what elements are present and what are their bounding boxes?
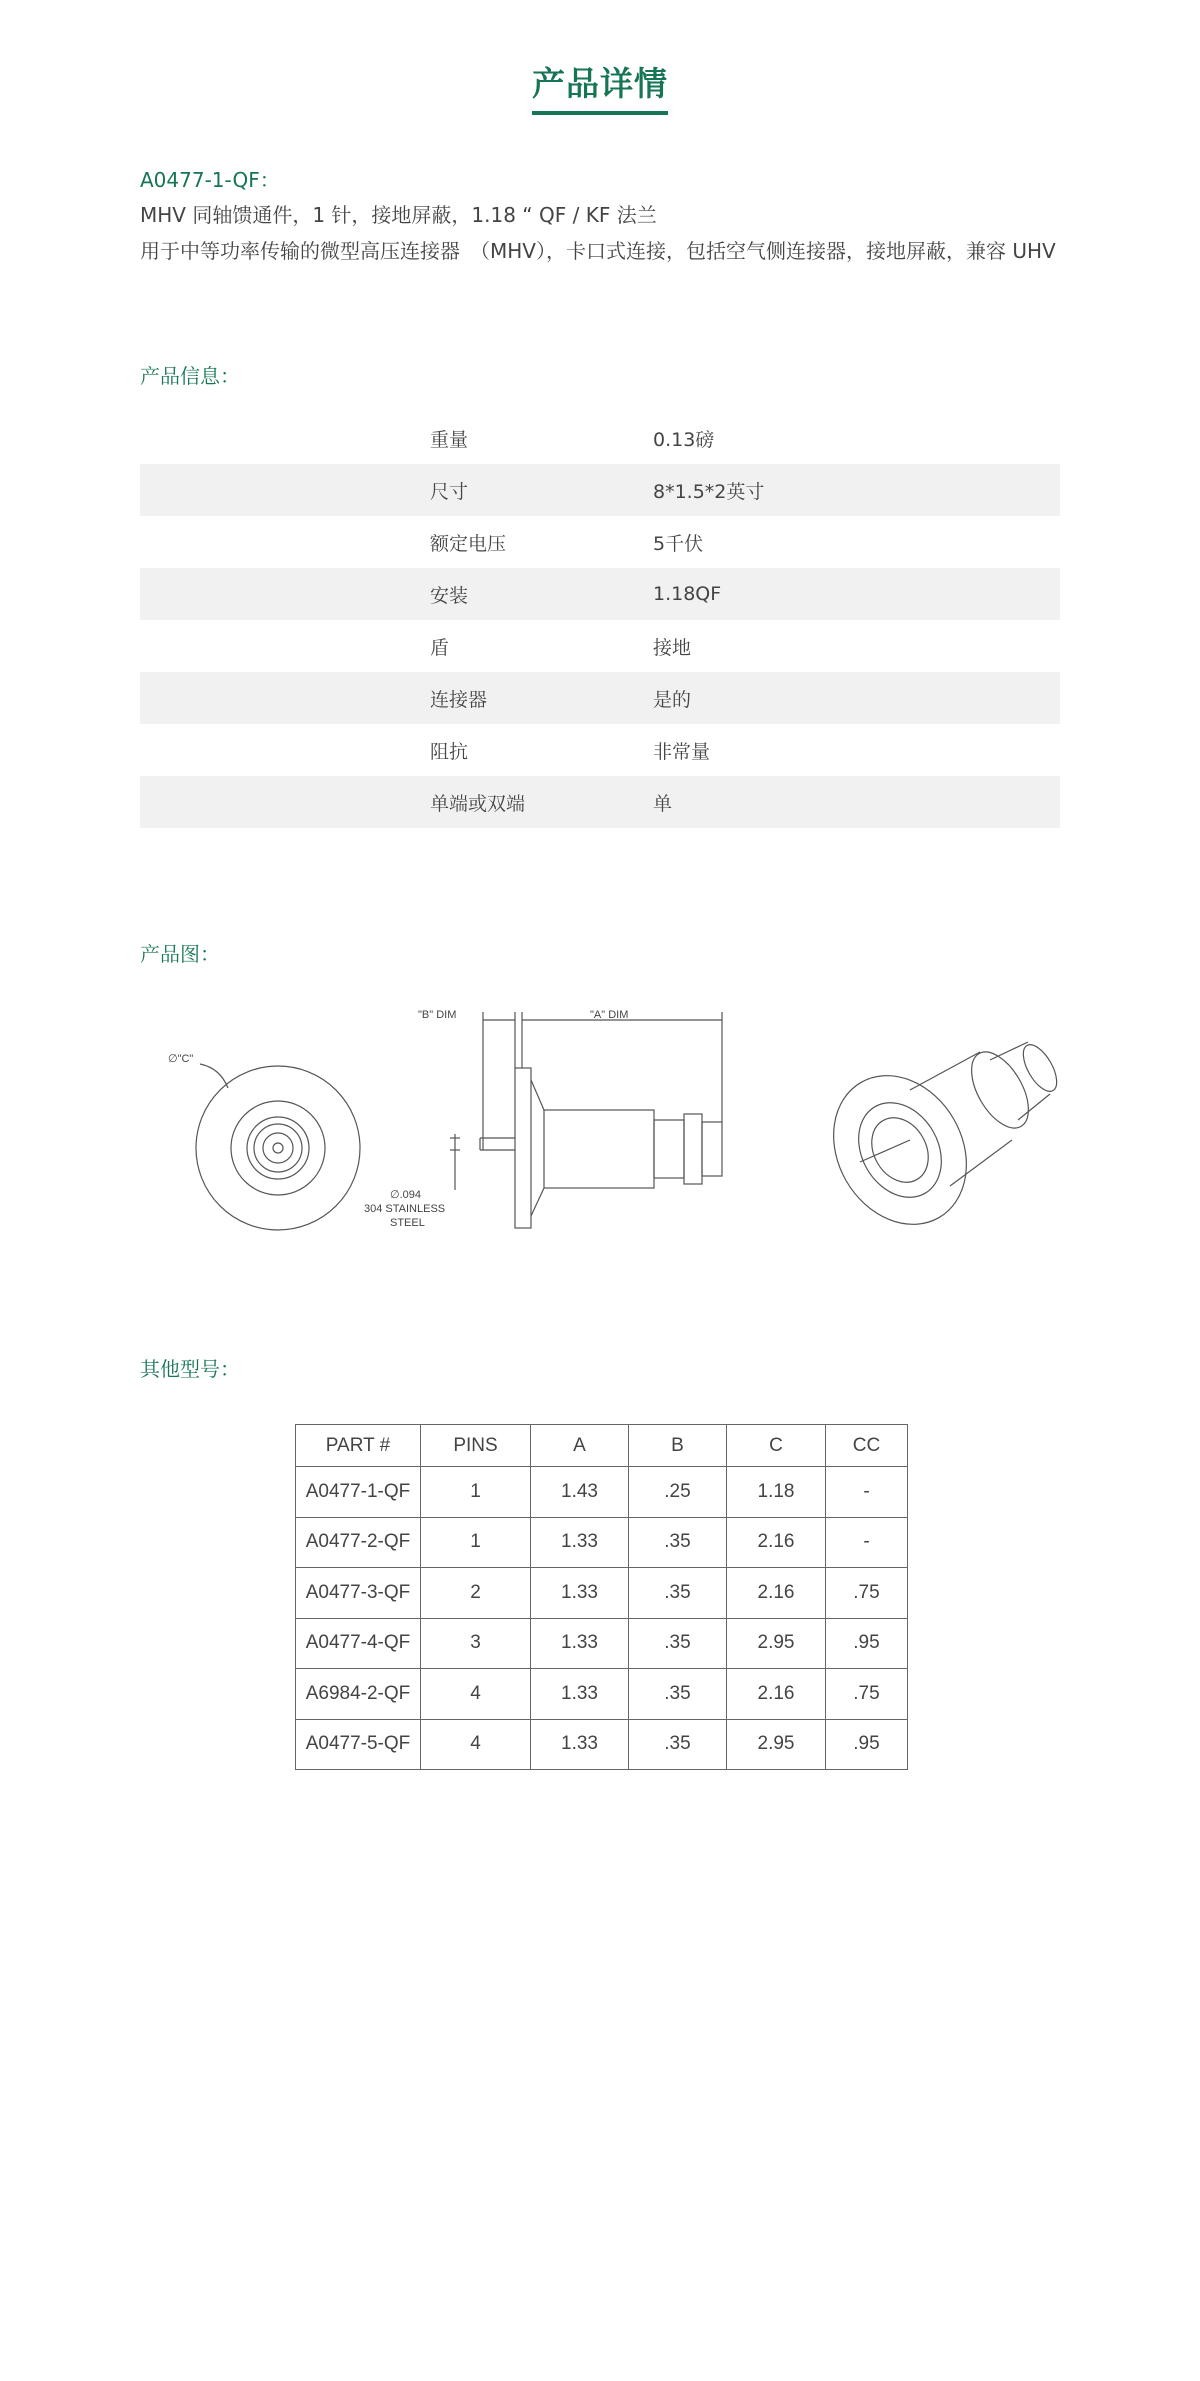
column-header: C — [727, 1425, 826, 1467]
material-label-1: 304 STAINLESS — [364, 1203, 446, 1215]
section-title-drawing: 产品图： — [140, 942, 220, 966]
table-cell: .35 — [629, 1669, 727, 1720]
table-row — [296, 1517, 908, 1568]
info-value: 非常量 — [653, 740, 711, 763]
table-cell: 1.33 — [531, 1517, 629, 1568]
model-label: A0477-1-QF： — [140, 168, 280, 192]
table-row — [296, 1467, 908, 1518]
table-cell: .75 — [826, 1568, 908, 1619]
description-line-1: MHV 同轴馈通件，1 针，接地屏蔽，1.18 “ QF / KF 法兰 — [140, 203, 657, 227]
product-technical-drawing — [140, 990, 1060, 1270]
section-title-other-models: 其他型号： — [140, 1357, 240, 1381]
column-header: PART # — [296, 1425, 421, 1467]
table-cell: 1.33 — [531, 1568, 629, 1619]
isometric-view-drawing — [807, 1039, 1060, 1248]
table-cell: 2.95 — [727, 1719, 826, 1770]
column-header: CC — [826, 1425, 908, 1467]
info-row — [140, 672, 1060, 724]
info-key: 额定电压 — [430, 532, 507, 555]
table-row — [296, 1618, 908, 1669]
info-value: 单 — [653, 792, 673, 815]
info-key: 重量 — [430, 428, 469, 451]
c-diameter-label: ∅"C" — [168, 1053, 194, 1065]
material-label-2: STEEL — [390, 1217, 425, 1229]
table-cell: 4 — [421, 1719, 531, 1770]
front-view-drawing — [196, 1064, 360, 1230]
b-dim-label: "B" DIM — [418, 1009, 457, 1021]
table-cell: 2.16 — [727, 1517, 826, 1568]
column-header: PINS — [421, 1425, 531, 1467]
table-row — [296, 1669, 908, 1720]
info-value: 0.13磅 — [653, 428, 715, 451]
table-cell: - — [826, 1467, 908, 1518]
table-cell: .35 — [629, 1517, 727, 1568]
info-row — [140, 412, 1060, 464]
info-key: 尺寸 — [430, 480, 469, 503]
table-cell: .25 — [629, 1467, 727, 1518]
info-key: 连接器 — [430, 688, 488, 711]
info-value: 1.18QF — [653, 583, 722, 605]
pin-diameter-label: ∅.094 — [390, 1189, 421, 1201]
other-models-table — [295, 1424, 908, 1770]
table-cell: 2.95 — [727, 1618, 826, 1669]
table-header-row — [296, 1425, 908, 1467]
description-line-2: 用于中等功率传输的微型高压连接器 （MHV），卡口式连接，包括空气侧连接器，接地屏蔽，兼容 UHV — [140, 239, 1056, 263]
table-cell: 1.33 — [531, 1719, 629, 1770]
column-header: A — [531, 1425, 629, 1467]
table-cell: .35 — [629, 1568, 727, 1619]
product-info-table — [140, 412, 1060, 828]
table-cell: - — [826, 1517, 908, 1568]
table-cell: A6984-2-QF — [296, 1669, 421, 1720]
table-cell: 2.16 — [727, 1568, 826, 1619]
table-cell: .95 — [826, 1618, 908, 1669]
table-cell: A0477-5-QF — [296, 1719, 421, 1770]
info-key: 安装 — [430, 584, 469, 607]
page-title-wrap — [0, 58, 1200, 115]
info-value: 接地 — [653, 636, 692, 659]
info-value: 是的 — [653, 688, 692, 711]
table-cell: .35 — [629, 1618, 727, 1669]
info-value: 5千伏 — [653, 532, 704, 555]
table-cell: A0477-2-QF — [296, 1517, 421, 1568]
info-key: 盾 — [430, 636, 450, 659]
table-cell: 2.16 — [727, 1669, 826, 1720]
a-dim-label: "A" DIM — [590, 1009, 629, 1021]
info-key: 单端或双端 — [430, 792, 526, 815]
table-cell: .35 — [629, 1719, 727, 1770]
table-cell: A0477-3-QF — [296, 1568, 421, 1619]
page-title: 产品详情 — [532, 58, 668, 115]
table-cell: 1.43 — [531, 1467, 629, 1518]
table-cell: 1.33 — [531, 1618, 629, 1669]
table-cell: 1 — [421, 1517, 531, 1568]
info-row — [140, 724, 1060, 776]
table-cell: .95 — [826, 1719, 908, 1770]
table-cell: 1 — [421, 1467, 531, 1518]
column-header: B — [629, 1425, 727, 1467]
table-cell: 3 — [421, 1618, 531, 1669]
table-row — [296, 1719, 908, 1770]
info-row — [140, 516, 1060, 568]
table-cell: .75 — [826, 1669, 908, 1720]
table-cell: A0477-4-QF — [296, 1618, 421, 1669]
table-cell: 4 — [421, 1669, 531, 1720]
table-cell: A0477-1-QF — [296, 1467, 421, 1518]
section-title-info: 产品信息： — [140, 364, 240, 388]
info-row — [140, 464, 1060, 516]
side-view-drawing — [450, 1012, 722, 1228]
table-cell: 2 — [421, 1568, 531, 1619]
info-row — [140, 620, 1060, 672]
product-description — [140, 197, 1060, 269]
table-cell: 1.33 — [531, 1669, 629, 1720]
info-row — [140, 776, 1060, 828]
table-cell: 1.18 — [727, 1467, 826, 1518]
info-key: 阻抗 — [430, 740, 469, 763]
info-row — [140, 568, 1060, 620]
info-value: 8*1.5*2英寸 — [653, 480, 765, 503]
table-row — [296, 1568, 908, 1619]
